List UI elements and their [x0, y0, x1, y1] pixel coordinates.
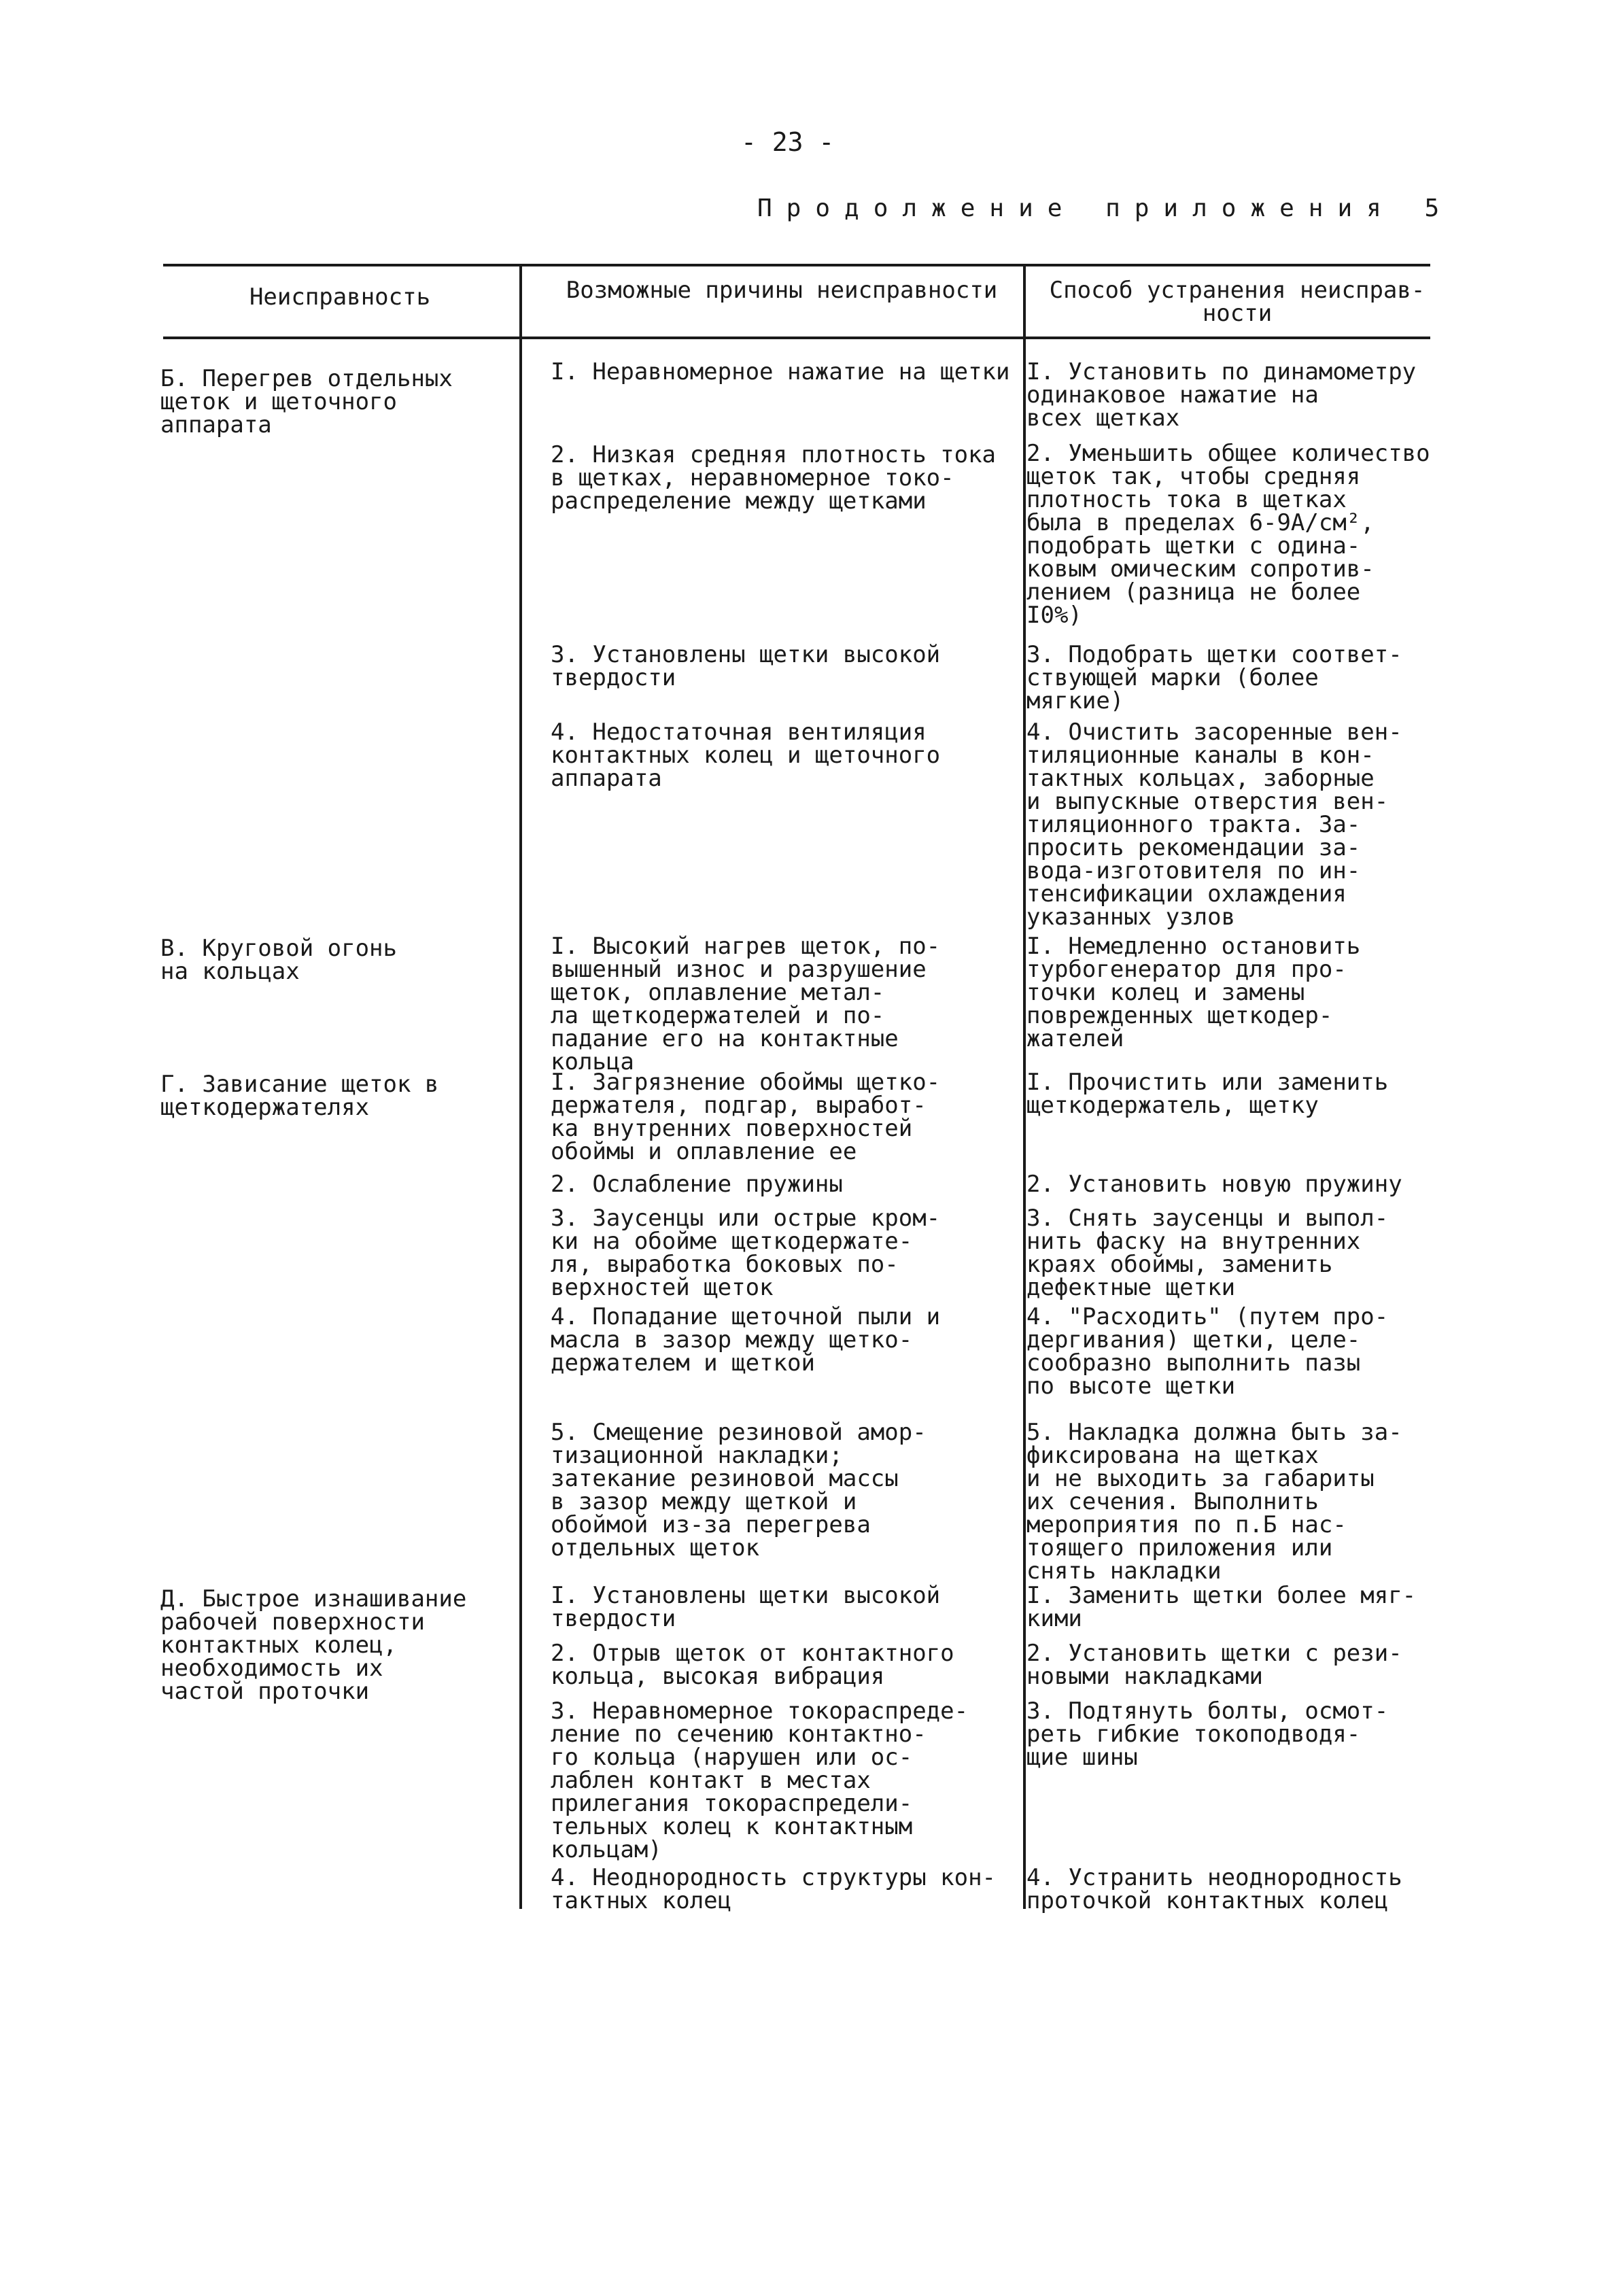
fault-g: Г. Зависание щеток в щеткодержателях	[160, 1071, 439, 1121]
header-remedy: Способ устранения неисправ- ности	[1049, 277, 1426, 327]
cause-g-5: 5. Смещение резиновой амор- тизационной накладки; затекание резиновой массы в зазор между щеткой и обоймой из-за перегрева отдельных щеток	[551, 1419, 927, 1562]
appendix-continuation: Продолжение приложения 5	[757, 194, 1454, 222]
remedy-d-2: 2. Установить щетки с рези- новыми накладками	[1026, 1640, 1402, 1690]
cause-b-4: 4. Недостаточная вентиляция контактных колец и щеточного аппарата	[551, 719, 941, 792]
fault-d: Д. Быстрое изнашивание рабочей поверхности контактных колец, необходимость их частой проточки	[160, 1585, 467, 1705]
table-top-rule	[163, 264, 1430, 266]
remedy-g-2: 2. Установить новую пружину	[1026, 1171, 1402, 1198]
remedy-b-3: 3. Подобрать щетки соответ- ствующей марки (более мягкие)	[1026, 641, 1402, 714]
page-number: - 23 -	[741, 127, 835, 157]
remedy-d-3: 3. Подтянуть болты, осмот- реть гибкие токоподводя- щие шины	[1026, 1697, 1389, 1771]
cause-b-2: 2. Низкая средняя плотность тока в щетках, неравномерное токо- распределение между щетками	[551, 441, 997, 515]
cause-d-1: I. Установлены щетки высокой твердости	[551, 1582, 941, 1632]
fault-b: Б. Перегрев отдельных щеток и щеточного аппарата	[160, 365, 453, 438]
header-fault: Неисправность	[249, 283, 431, 311]
remedy-b-2: 2. Уменьшить общее количество щеток так, чтобы средняя плотность тока в щетках была в пределах 6-9А/см², подобрать щетки с одина- ковым омическим сопротив- лением (разница не более I0%)	[1026, 440, 1430, 629]
remedy-b-1: I. Установить по динамометру одинаковое нажатие на всех щетках	[1026, 358, 1417, 432]
cause-b-1: I. Неравномерное нажатие на щетки	[551, 358, 1010, 385]
remedy-d-4: 4. Устранить неоднородность проточкой контактных колец	[1026, 1864, 1402, 1914]
cause-d-4: 4. Неоднородность структуры кон- тактных колец	[551, 1864, 997, 1914]
cause-v-1: I. Высокий нагрев щеток, по- вышенный износ и разрушение щеток, оплавление метал- ла щеткодержателей и по- падание его на контактные кольца	[551, 933, 941, 1075]
cause-g-2: 2. Ослабление пружины	[551, 1171, 843, 1198]
remedy-g-5: 5. Накладка должна быть за- фиксирована на щетках и не выходить за габариты их сечения. Выполнить мероприятия по п.Б нас- тоящего приложения или снять накладки	[1026, 1419, 1402, 1585]
cause-g-3: 3. Заусенцы или острые кром- ки на обойме щеткодержате- ля, выработка боковых по- верхностей щеток	[551, 1205, 941, 1301]
remedy-g-1: I. Прочистить или заменить щеткодержатель, щетку	[1026, 1069, 1389, 1119]
remedy-v-1: I. Немедленно остановить турбогенератор для про- точки колец и замены поврежденных щеткодер- жателей	[1026, 933, 1361, 1052]
header-bottom-rule	[163, 337, 1430, 339]
remedy-b-4: 4. Очистить засоренные вен- тиляционные каналы в кон- тактных кольцах, заборные и выпускные отверстия вен- тиляционного тракта. За- просить рекомендации за- вода-изготовителя по ин- тенсификации охлаждения указанных узлов	[1026, 719, 1402, 931]
cause-g-1: I. Загрязнение обоймы щетко- держателя, подгар, выработ- ка внутренних поверхностей обоймы и оплавление ее	[551, 1069, 941, 1165]
cause-g-4: 4. Попадание щеточной пыли и масла в зазор между щетко- держателем и щеткой	[551, 1303, 941, 1377]
fault-v: В. Круговой огонь на кольцах	[160, 935, 397, 985]
header-cause: Возможные причины неисправности	[566, 277, 998, 304]
column-divider-1	[519, 264, 522, 1909]
remedy-d-1: I. Заменить щетки более мяг- кими	[1026, 1582, 1417, 1632]
remedy-g-3: 3. Снять заусенцы и выпол- нить фаску на внутренних краях обоймы, заменить дефектные щетки	[1026, 1205, 1389, 1301]
cause-b-3: 3. Установлены щетки высокой твердости	[551, 641, 941, 691]
remedy-g-4: 4. "Расходить" (путем про- дергивания) щетки, целе- сообразно выполнить пазы по высоте щетки	[1026, 1303, 1389, 1400]
cause-d-3: 3. Неравномерное токораспреде- ление по сечению контактно- го кольца (нарушен или ос- лаблен контакт в местах прилегания токораспредели- тельных колец к контактным кольцам)	[551, 1697, 969, 1863]
cause-d-2: 2. Отрыв щеток от контактного кольца, высокая вибрация	[551, 1640, 954, 1690]
